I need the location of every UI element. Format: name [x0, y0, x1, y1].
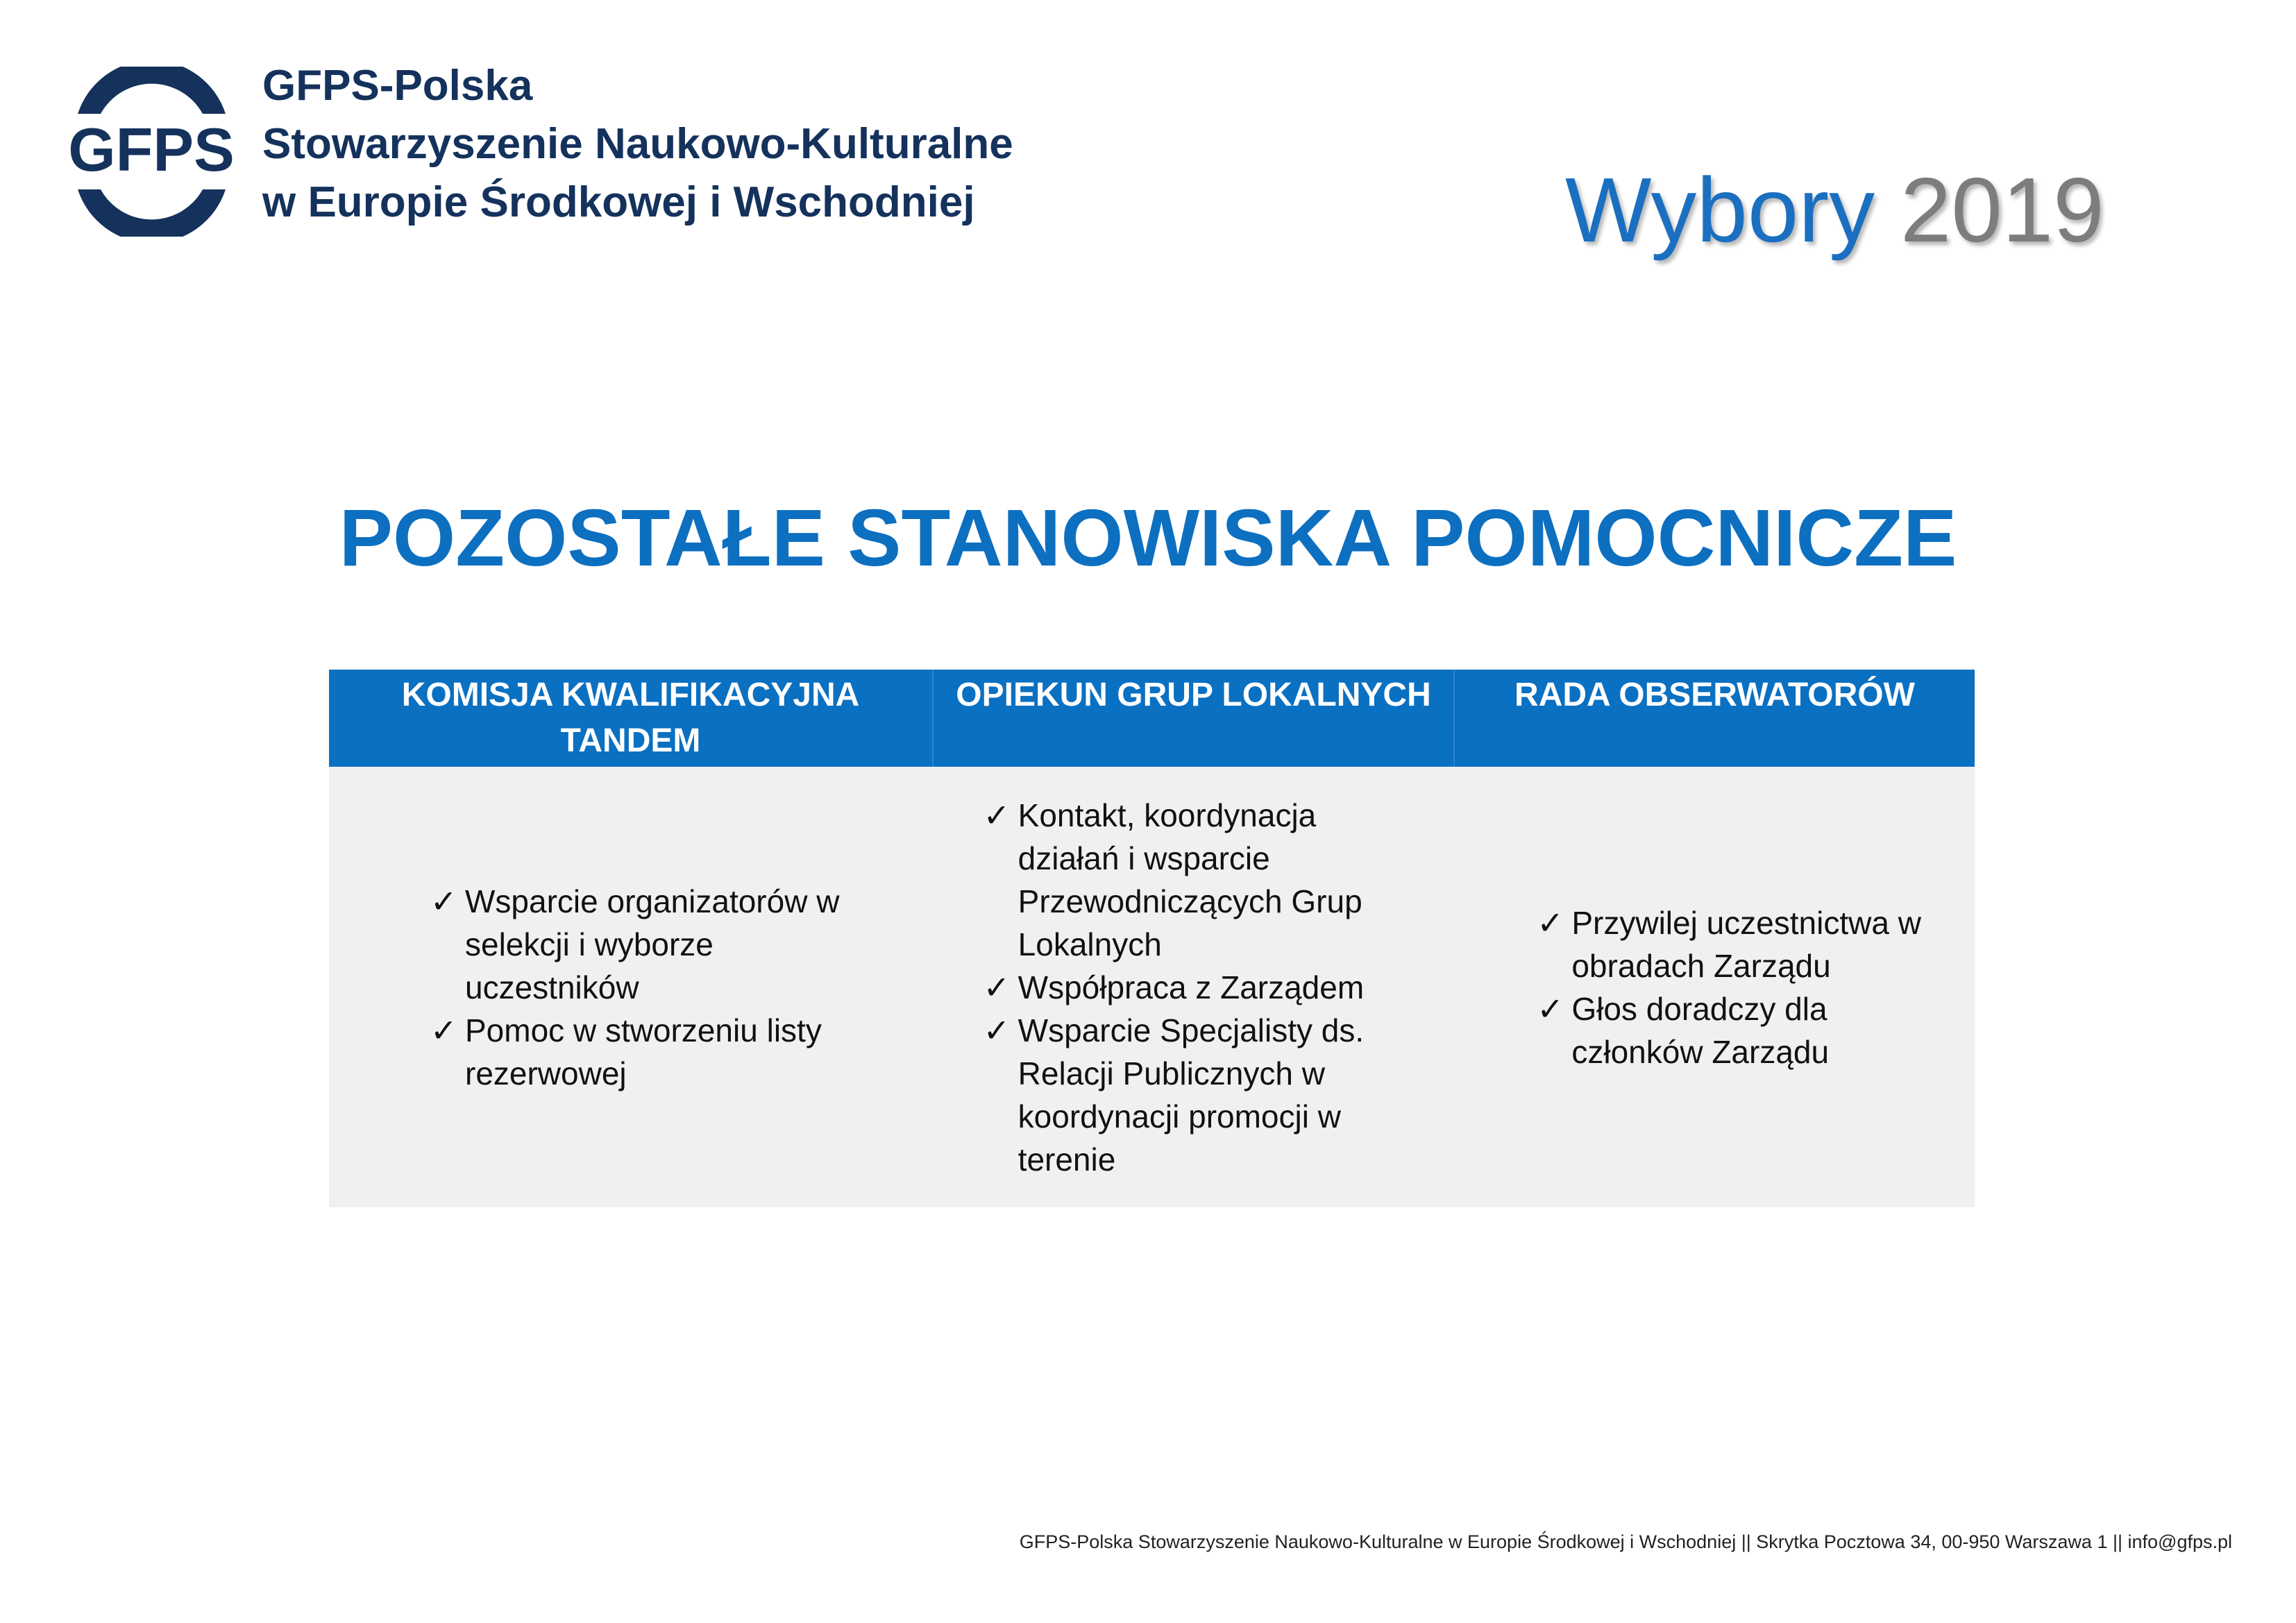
table-body-row	[329, 767, 1975, 1207]
table-cell-local-groups-mentor	[882, 767, 1435, 1207]
election-heading	[1565, 158, 2104, 262]
duties-list	[430, 880, 854, 1095]
list-item: ✓ Pomoc w stworzeniu listy rezerwowej	[430, 1009, 854, 1095]
org-name-line: GFPS-Polska	[262, 62, 533, 110]
org-name-line: Stowarzyszenie Naukowo-Kulturalne	[262, 120, 1013, 168]
logo-text: GFPS	[68, 115, 235, 184]
duties-list	[1537, 901, 1961, 1073]
gfps-logo	[67, 67, 237, 237]
list-item: ✓ Przywilej uczestnictwa w obradach Zarządu	[1537, 901, 1961, 987]
organization-name	[262, 57, 1013, 232]
list-item: ✓ Głos doradczy dla członków Zarządu	[1537, 987, 1961, 1073]
table-cell-qualification-committee	[329, 767, 882, 1207]
table-cell-observers-council	[1435, 767, 1975, 1207]
checkmark-icon: ✓	[1537, 904, 1564, 941]
election-word: Wybory	[1565, 159, 1875, 261]
checkmark-icon: ✓	[983, 797, 1011, 833]
checkmark-icon: ✓	[430, 883, 457, 919]
list-item: ✓ Kontakt, koordynacja działań i wsparcie Przewodniczących Grup Lokalnych	[984, 794, 1408, 966]
checkmark-icon: ✓	[430, 1012, 457, 1048]
positions-table	[329, 670, 1975, 1207]
column-header-observers-council: RADA OBSERWATORÓW	[1453, 670, 1975, 767]
list-item: ✓ Wsparcie Specjalisty ds. Relacji Publicznych w koordynacji promocji w terenie	[984, 1009, 1408, 1181]
checkmark-icon: ✓	[1537, 990, 1564, 1027]
footer-contact: GFPS-Polska Stowarzyszenie Naukowo-Kulturalne w Europie Środkowej i Wschodniej || Skrytka Pocztowa 34, 00-950 Warszawa 1 || info@gfps.pl	[1019, 1531, 2232, 1552]
page-title: POZOSTAŁE STANOWISKA POMOCNICZE	[339, 493, 1957, 583]
table-header-row	[329, 670, 1975, 767]
column-header-local-groups-mentor: OPIEKUN GRUP LOKALNYCH	[932, 670, 1453, 767]
election-year: 2019	[1900, 159, 2104, 261]
org-name-line: w Europie Środkowej i Wschodniej	[262, 178, 975, 226]
duties-list	[984, 794, 1408, 1181]
checkmark-icon: ✓	[983, 969, 1011, 1005]
list-item: ✓ Współpraca z Zarządem	[984, 966, 1408, 1009]
checkmark-icon: ✓	[983, 1012, 1011, 1048]
list-item: ✓ Wsparcie organizatorów w selekcji i wyborze uczestników	[430, 880, 854, 1009]
column-header-qualification-committee: KOMISJA KWALIFIKACYJNA TANDEM	[401, 677, 860, 759]
